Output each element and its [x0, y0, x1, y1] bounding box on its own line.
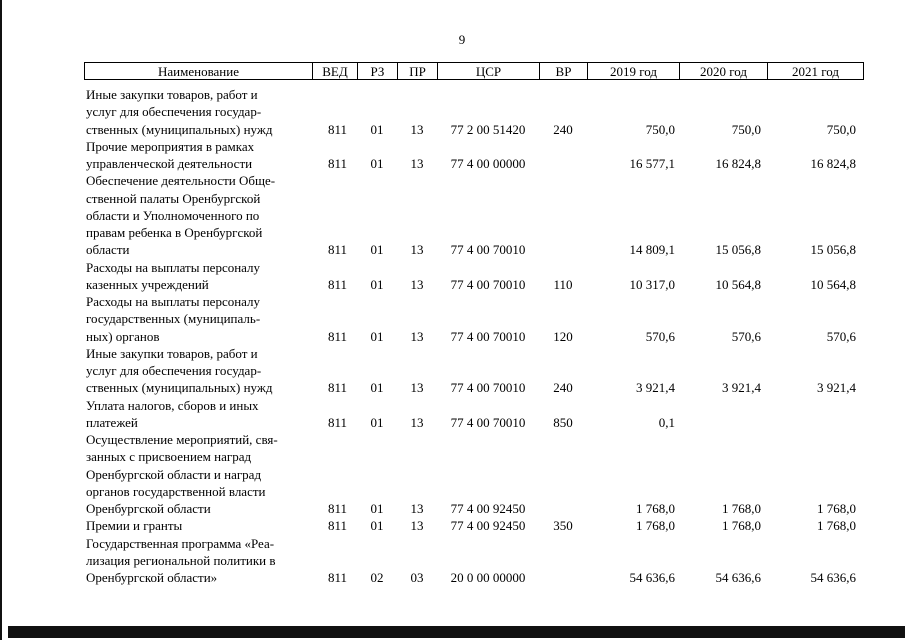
- row-2020: 1 768,0: [722, 518, 761, 534]
- header-name: Наименование: [85, 63, 313, 79]
- row-vr: 120: [553, 328, 573, 344]
- row-rz: 02: [370, 570, 384, 585]
- row-2020: 16 824,8: [715, 156, 761, 171]
- row-rz: 01: [370, 276, 384, 292]
- row-2019: 0,1: [658, 414, 675, 430]
- row-2020: 570,6: [731, 328, 761, 344]
- row-name: Государственная программа «Реа- лизация региональной политики в Оренбургской области»: [86, 535, 276, 585]
- row-csr: 20 0 00 00000: [450, 570, 526, 585]
- row-2021: 570,6: [826, 328, 856, 344]
- page-left-edge: [0, 0, 2, 640]
- row-2019: 750,0: [645, 121, 675, 137]
- row-vr: 240: [553, 121, 573, 137]
- row-csr: 77 4 00 92450: [450, 501, 526, 516]
- row-2021: 16 824,8: [810, 156, 856, 171]
- row-2021: 3 921,4: [817, 380, 856, 396]
- table-row: [86, 345, 866, 397]
- page-number: 9: [458, 32, 466, 47]
- row-csr: 77 4 00 70010: [450, 242, 526, 258]
- row-rz: 01: [370, 518, 384, 534]
- row-ved: 811: [327, 276, 348, 292]
- row-rz: 01: [370, 414, 384, 430]
- row-csr: 77 4 00 70010: [450, 328, 526, 344]
- row-csr: 77 4 00 70010: [450, 276, 526, 292]
- row-2021: 750,0: [826, 121, 856, 137]
- row-2020: 750,0: [731, 121, 761, 137]
- row-name: Уплата налогов, сборов и иных платежей: [86, 397, 259, 430]
- header-csr: ЦСР: [438, 63, 540, 79]
- row-2019: 570,6: [645, 328, 675, 344]
- row-pr: 13: [410, 328, 424, 344]
- row-csr: 77 2 00 51420: [450, 121, 526, 137]
- row-2021: 1 768,0: [817, 518, 856, 534]
- row-pr: 13: [410, 156, 424, 171]
- row-name: Иные закупки товаров, работ и услуг для обеспечения государ- ственных (муниципальных) нужд: [86, 345, 273, 396]
- row-csr: 77 4 00 70010: [450, 380, 526, 396]
- table-row: [86, 86, 866, 138]
- row-vr: 240: [553, 380, 573, 396]
- row-name: Иные закупки товаров, работ и услуг для обеспечения государ- ственных (муниципальных) нужд: [86, 87, 273, 137]
- row-rz: 01: [370, 121, 384, 137]
- row-2019: 3 921,4: [636, 380, 675, 396]
- row-ved: 811: [327, 242, 348, 258]
- header-2020: 2020 год: [680, 63, 768, 79]
- row-rz: 01: [370, 328, 384, 344]
- row-ved: 811: [327, 570, 348, 585]
- row-2019: 16 577,1: [629, 156, 675, 171]
- row-csr: 77 4 00 00000: [450, 156, 526, 171]
- row-2020: 10 564,8: [715, 276, 761, 292]
- row-name: Расходы на выплаты персоналу государственных (муниципаль- ных) органов: [86, 294, 261, 344]
- row-vr: 850: [553, 414, 573, 430]
- row-2021: 15 056,8: [810, 242, 856, 258]
- row-name: Осуществление мероприятий, свя- занных с присвоением наград Оренбургской области и наград органов государственной власти Оренбургской области: [86, 432, 278, 516]
- row-pr: 13: [410, 276, 424, 292]
- row-pr: 13: [410, 242, 424, 258]
- row-2020: 15 056,8: [715, 242, 761, 258]
- header-rz: РЗ: [358, 63, 398, 79]
- table-row: [86, 259, 866, 294]
- row-rz: 01: [370, 501, 384, 516]
- row-2020: 3 921,4: [722, 380, 761, 396]
- row-2020: 54 636,6: [715, 570, 761, 585]
- row-csr: 77 4 00 92450: [450, 518, 526, 534]
- row-pr: 13: [410, 518, 424, 534]
- row-ved: 811: [327, 156, 348, 171]
- row-2021: 54 636,6: [810, 570, 856, 585]
- row-pr: 13: [410, 414, 424, 430]
- page-bottom-edge: [8, 626, 905, 638]
- row-vr: 350: [553, 518, 573, 534]
- row-ved: 811: [327, 121, 348, 137]
- row-ved: 811: [327, 380, 348, 396]
- row-name: Прочие мероприятия в рамках управленческой деятельности: [86, 138, 255, 171]
- table-header: [84, 62, 864, 80]
- row-ved: 811: [327, 518, 348, 534]
- row-vr: 110: [553, 276, 573, 292]
- row-csr: 77 4 00 70010: [450, 414, 526, 430]
- header-2019: 2019 год: [588, 63, 680, 79]
- header-pr: ПР: [398, 63, 438, 79]
- row-2019: 1 768,0: [636, 518, 675, 534]
- row-ved: 811: [327, 328, 348, 344]
- row-name: Премии и гранты: [86, 518, 183, 534]
- header-2021: 2021 год: [792, 64, 839, 79]
- table-row: [86, 517, 866, 534]
- row-rz: 01: [370, 156, 384, 171]
- table-row: [86, 138, 866, 173]
- row-rz: 01: [370, 380, 384, 396]
- row-pr: 03: [410, 570, 424, 585]
- table-row: [86, 293, 866, 345]
- table-body: [86, 86, 866, 586]
- table-row: [86, 172, 866, 258]
- table-row: [86, 397, 866, 432]
- row-name: Обеспечение деятельности Обще- ственной палаты Оренбургской области и Уполномоченного по правам ребенка в Оренбургской области: [86, 173, 276, 258]
- row-ved: 811: [327, 414, 348, 430]
- table-row: [86, 431, 866, 517]
- row-2021: 10 564,8: [810, 276, 856, 292]
- row-2019: 54 636,6: [629, 570, 675, 585]
- row-2021: 1 768,0: [817, 501, 856, 516]
- row-pr: 13: [410, 380, 424, 396]
- table-row: [86, 535, 866, 587]
- row-pr: 13: [410, 501, 424, 516]
- row-ved: 811: [327, 501, 348, 516]
- row-2019: 14 809,1: [629, 242, 675, 258]
- row-name: Расходы на выплаты персоналу казенных учреждений: [86, 259, 261, 292]
- row-pr: 13: [410, 121, 424, 137]
- row-2019: 1 768,0: [636, 501, 675, 516]
- header-ved: ВЕД: [313, 63, 358, 79]
- row-2019: 10 317,0: [629, 276, 675, 292]
- row-rz: 01: [370, 242, 384, 258]
- header-vr: ВР: [540, 63, 588, 79]
- row-2020: 1 768,0: [722, 501, 761, 516]
